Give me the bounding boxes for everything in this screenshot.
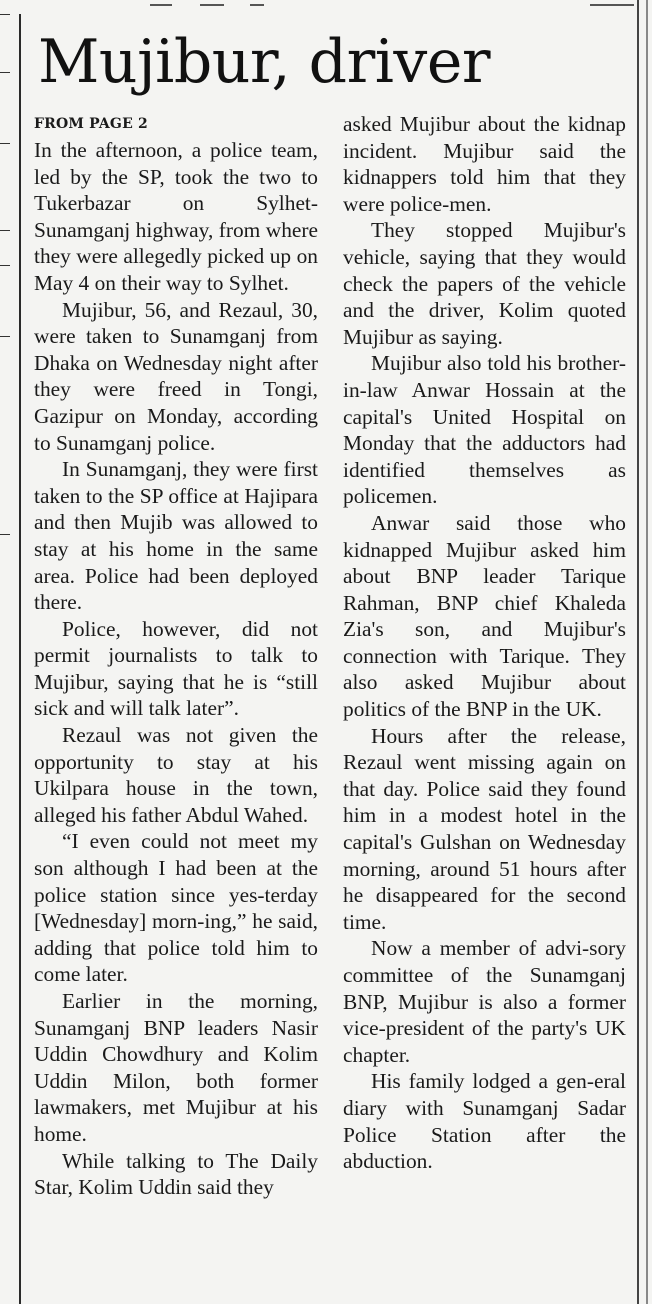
paragraph: In the afternoon, a police team, led by the SP, took the two to Tukerbazar on Sylhet-Sunamganj highway, from where they were allegedly picked up on May 4 on their way to Sylhet. (34, 138, 318, 295)
paragraph: Hours after the release, Rezaul went missing again on that day. Police said they found him in a modest hotel in the capital's Gulshan on Wednesday morning, around 51 hours after he disappeared for the second time. (343, 723, 626, 934)
paragraph: In Sunamganj, they were first taken to the SP office at Hajipara and then Mujib was allowed to stay at his home in the same area. Police had been deployed there. (34, 457, 318, 615)
column-rule-left (19, 14, 21, 1304)
adjacent-column-edge (0, 0, 14, 1304)
paragraph: “I even could not meet my son although I had been at the police station since yes-terday [Wednesday] morn-ing,” he said, adding that police told him to come later. (34, 829, 318, 987)
top-dash (590, 4, 634, 6)
edge-rule (0, 143, 10, 144)
edge-rule (0, 230, 10, 231)
paragraph: His family lodged a gen-eral diary with Sunamganj Sadar Police Station after the abduction. (343, 1069, 626, 1174)
paragraph: asked Mujibur about the kidnap incident. Mujibur said the kidnappers told him that they were police-men. (343, 112, 626, 216)
paragraph: Mujibur, 56, and Rezaul, 30, were taken to Sunamganj from Dhaka on Wednesday night after they were freed in Tongi, Gazipur on Monday, according to Sunamganj police. (34, 297, 318, 455)
paragraph: Police, however, did not permit journalists to talk to Mujibur, saying that he is “still sick and will talk later”. (34, 616, 318, 721)
headline: Mujibur, driver (38, 27, 491, 97)
paragraph: Earlier in the morning, Sunamganj BNP leaders Nasir Uddin Chowdhury and Kolim Uddin Milon, both former lawmakers, met Mujibur at his home. (34, 989, 318, 1146)
top-dash (250, 4, 264, 6)
article-column-right (343, 111, 626, 1175)
column-rule-right (637, 0, 639, 1304)
paragraph: Now a member of advi-sory committee of the Sunamganj BNP, Mujibur is also a former vice-president of the party's UK chapter. (343, 936, 626, 1067)
top-dash (150, 4, 172, 6)
edge-rule (0, 72, 10, 73)
page-edge-right (646, 0, 648, 1304)
jump-kicker: FROM PAGE 2 (34, 116, 148, 132)
article-column-left (34, 111, 318, 1201)
paragraph: Rezaul was not given the opportunity to stay at his Ukilpara house in the town, alleged his father Abdul Wahed. (34, 723, 318, 827)
top-dash (200, 4, 224, 6)
edge-rule (0, 265, 10, 266)
edge-rule (0, 336, 10, 337)
paragraph: They stopped Mujibur's vehicle, saying that they would check the papers of the vehicle and the driver, Kolim quoted Mujibur as saying. (343, 218, 626, 349)
paragraph: While talking to The Daily Star, Kolim Uddin said they (34, 1148, 318, 1200)
paragraph: Anwar said those who kidnapped Mujibur asked him about BNP leader Tarique Rahman, BNP chief Khaleda Zia's son, and Mujibur's connection with Tarique. They also asked Mujibur about politics of the BNP in the UK. (343, 510, 626, 722)
paragraph: Mujibur also told his brother-in-law Anwar Hossain at the capital's United Hospital on Monday that the adductors had identified themselves as policemen. (343, 351, 626, 509)
edge-rule (0, 14, 10, 15)
edge-rule (0, 534, 10, 535)
